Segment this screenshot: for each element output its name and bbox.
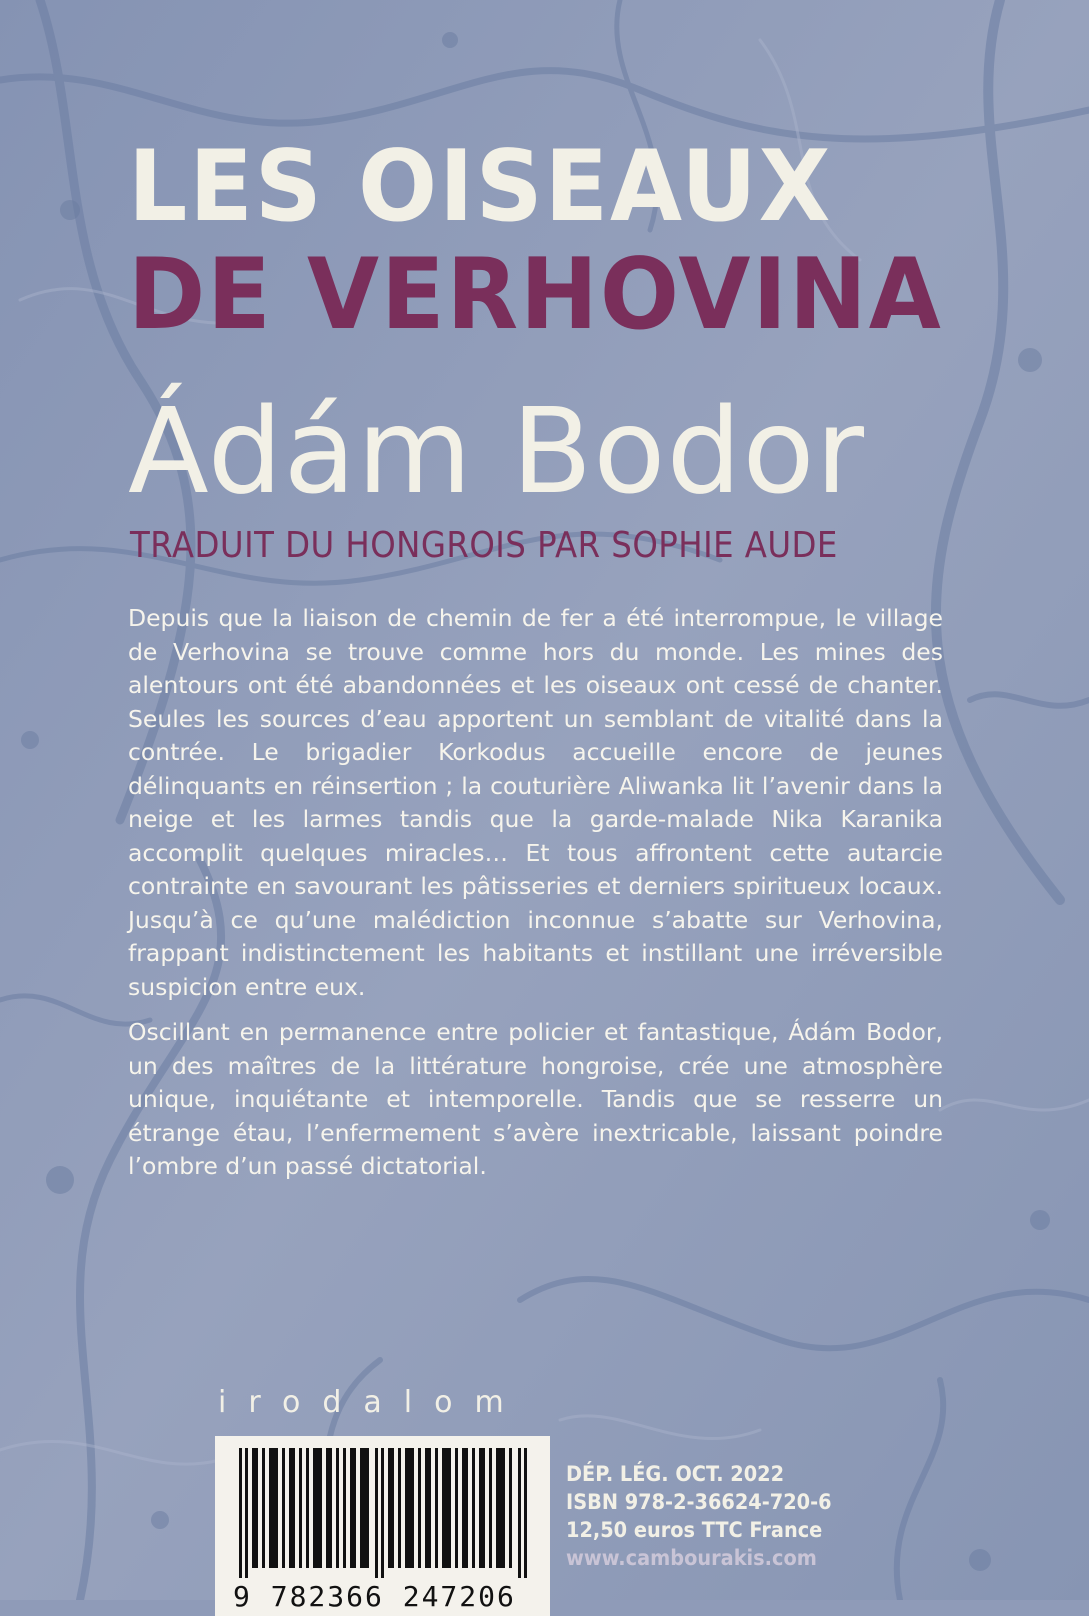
legal-deposit: DÉP. LÉG. OCT. 2022 xyxy=(566,1462,785,1486)
blurb-paragraph-2: Oscillant en permanence entre policier et fantastique, Ádám Bodor, un des maîtres de la littérature hongroise, crée une atmosphère unique, inquiétante et intemporelle. Tandis que se resserre un étrange étau, l’enfermement s’avère inextricable, laissant poindre l’ombre d’un passé dictatorial. xyxy=(128,1018,943,1180)
blurb-paragraph-1: Depuis que la liaison de chemin de fer a été interrompue, le village de Verhovina se trouve comme hors du monde. Les mines des alentours ont été abandonnées et les oiseaux ont cessé de chanter. Seules les sources d’eau apportent un semblant de vitalité dans la contrée. Le brigadier Korkodus accueille encore de jeunes délinquants en réinsertion ; la couturière Aliwanka lit l’avenir dans la neige et les larmes tandis que la garde-malade Nika Karanika accomplit quelques miracles… Et tous affrontent cette autarcie contrainte en savourant les pâtisseries et derniers spiritueux locaux. Jusqu’à ce qu’une malédiction inconnue s’abatte sur Verhovina, frappant indistinctement les habitants et instillant une irréversible suspicion entre eux. xyxy=(128,604,943,1001)
publication-info xyxy=(566,1460,855,1572)
author-name: Ádám Bodor xyxy=(128,382,866,520)
collection-imprint: irodalom xyxy=(218,1385,526,1420)
publisher-website: www.cambourakis.com xyxy=(566,1546,817,1570)
barcode-digits: 9 782366 247206 xyxy=(233,1580,516,1613)
barcode-bars-icon xyxy=(235,1448,530,1578)
isbn-number: ISBN 978-2-36624-720-6 xyxy=(566,1490,832,1514)
book-title-line-1: LES OISEAUX xyxy=(128,130,833,244)
back-cover-blurb xyxy=(128,602,943,1196)
translator-credit: TRADUIT DU HONGROIS PAR SOPHIE AUDE xyxy=(130,525,838,566)
price: 12,50 euros TTC France xyxy=(566,1518,823,1542)
book-title-line-2: DE VERHOVINA xyxy=(128,238,943,352)
isbn-barcode xyxy=(215,1436,550,1616)
